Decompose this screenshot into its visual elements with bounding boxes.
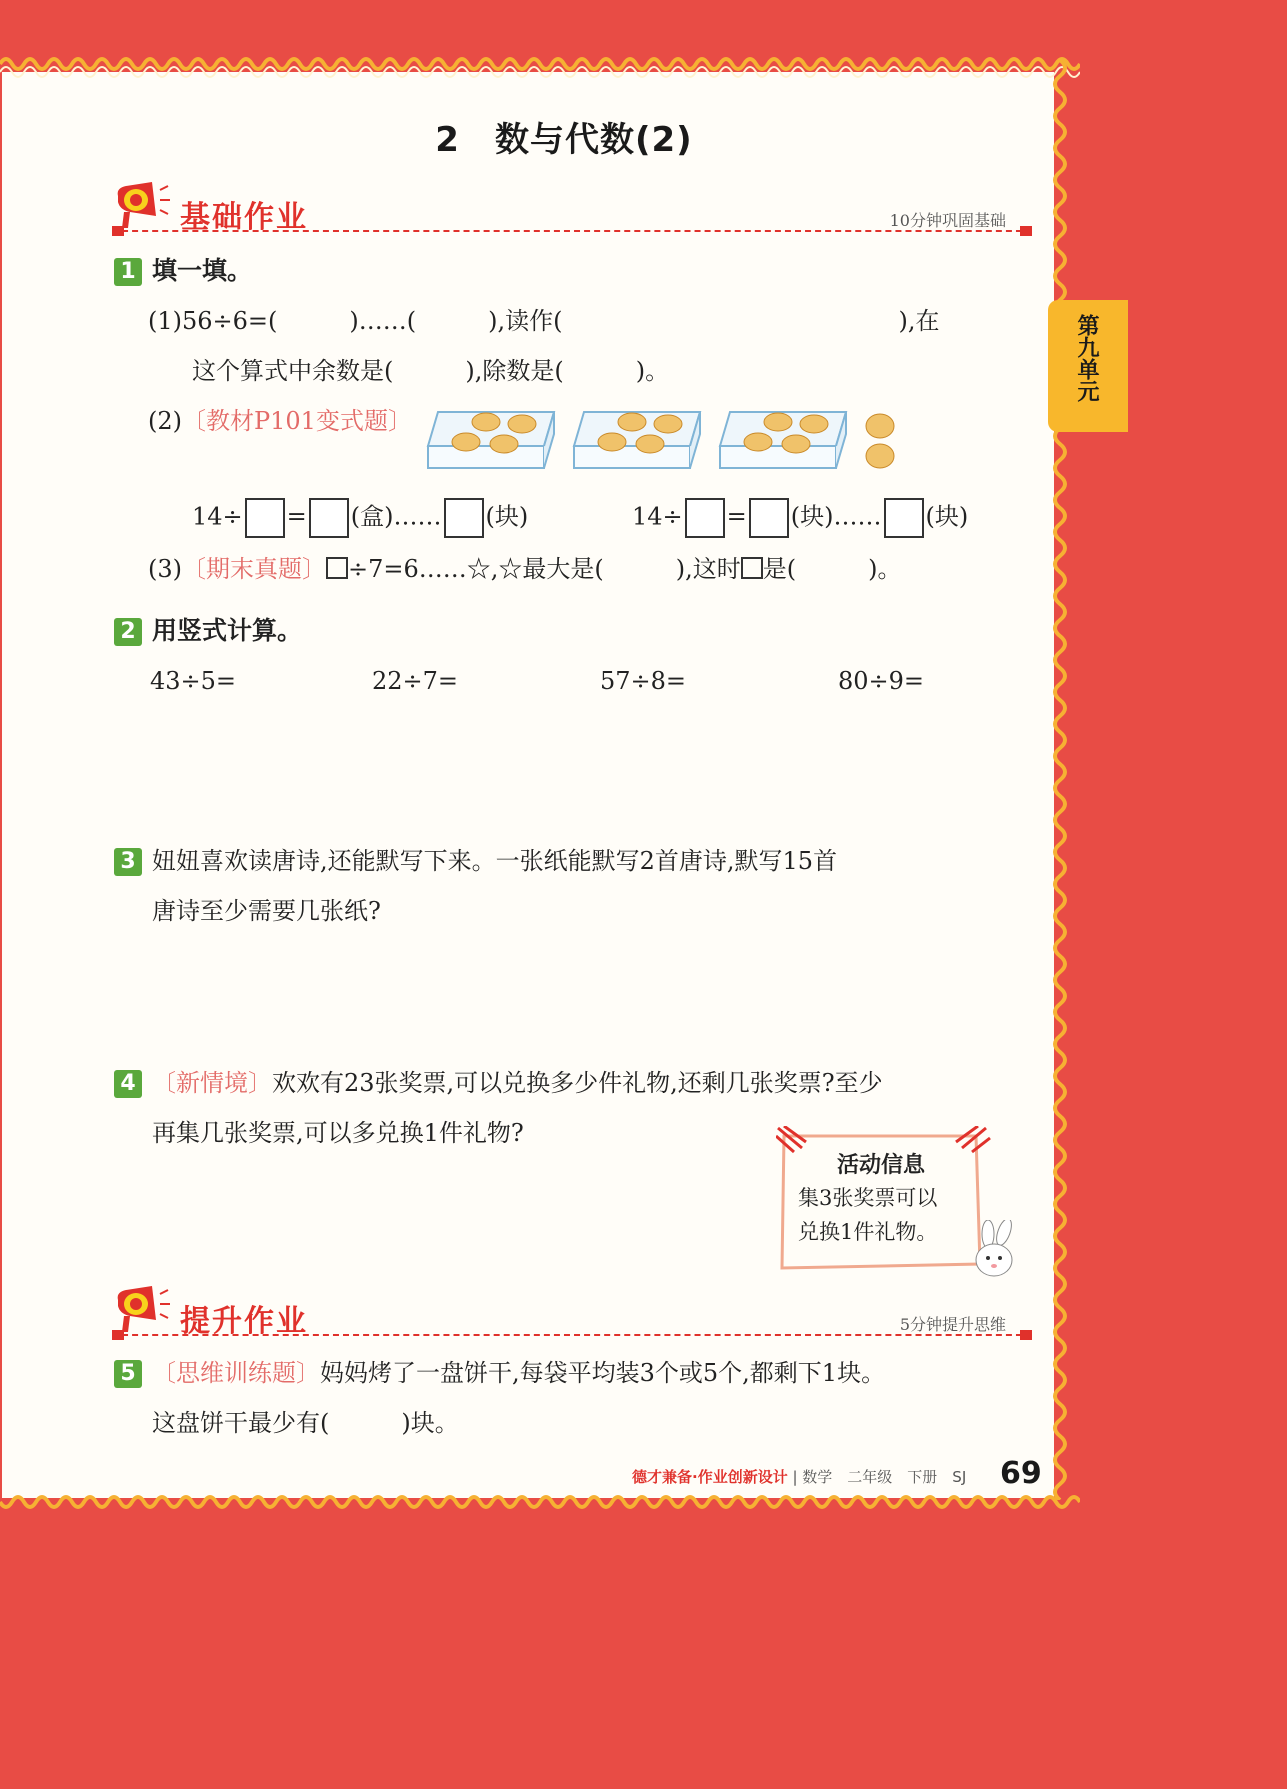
question-number-4: 4 [114,1070,142,1098]
mooncake-box-1 [426,406,556,474]
q4-line1-text: 欢欢有23张奖票,可以兑换多少件礼物,还剩几张奖票?至少 [272,1069,883,1097]
page-title: 2 数与代数(2) [435,120,693,160]
info-card-title: 活动信息 [836,1153,925,1178]
mooncake-box-3 [718,406,848,474]
section-note-advanced: 5分钟提升思维 [899,1315,1006,1334]
rabbit-icon [968,1220,1026,1280]
answer-box[interactable] [884,498,924,538]
q2-item-4: 80÷9= [838,667,925,695]
q1-part3 [148,554,901,584]
q1-part1-line1: (1)56÷6=( )……( ),读作( ),在 [148,307,940,335]
section-header-basic [112,186,1032,242]
bottom-wave-border [0,1488,1080,1528]
eq-a-unit1: (盒)…… [350,502,442,531]
question-number-5: 5 [114,1360,142,1388]
question-number-1: 1 [114,258,142,286]
q5-tag: 〔思维训练题〕 [152,1359,320,1387]
section-header-advanced [112,1290,1032,1346]
answer-box[interactable] [749,498,789,538]
q1-part3-tag: 〔期末真题〕 [182,555,326,583]
q4-line1 [152,1068,883,1098]
eq-b-lead: 14÷ [632,502,683,531]
q5-line2: 这盘饼干最少有( )块。 [152,1409,459,1437]
eq-a-equals: = [286,502,307,531]
top-wave-border [0,44,1080,84]
unit-side-tab-label: 第九单元 [1074,314,1099,402]
q3-line2: 唐诗至少需要几张纸? [152,897,381,925]
eq-b-unit1: (块)…… [790,502,882,531]
q3-line1: 妞妞喜欢读唐诗,还能默写下来。一张纸能默写2首唐诗,默写15首 [152,847,838,875]
q1-part2-equation-b [632,498,968,538]
section-divider [112,230,1032,234]
q1-part3-prefix: (3) [148,555,182,583]
mooncake-box-2 [572,406,702,474]
page-number: 69 [1000,1456,1042,1491]
section-label-basic: 基础作业 [180,200,308,235]
eq-b-equals: = [726,502,747,531]
q1-part1-line2: 这个算式中余数是( ),除数是( )。 [192,357,670,385]
eq-a-unit2: (块) [485,502,529,531]
q2-item-3: 57÷8= [600,667,687,695]
q1-part3-text: ÷7=6……☆,☆最大是( ),这时 [348,555,741,583]
eq-b-unit2: (块) [925,502,969,531]
square-symbol [326,557,348,579]
q1-part2-label [148,406,412,436]
answer-box[interactable] [685,498,725,538]
q5-line1 [152,1358,885,1388]
footer-info: 数学 二年级 下册 SJ [802,1468,967,1486]
unit-side-tab[interactable] [1048,300,1128,432]
q2-item-2: 22÷7= [372,667,459,695]
question-number-2: 2 [114,618,142,646]
section-divider [112,1334,1032,1338]
q2-item-1: 43÷5= [150,667,237,695]
q5-line1-text: 妈妈烤了一盘饼干,每袋平均装3个或5个,都剩下1块。 [320,1359,886,1387]
section-note-basic: 10分钟巩固基础 [889,211,1006,230]
square-symbol [741,557,763,579]
q2-heading: 用竖式计算。 [152,616,303,645]
footer-brand: 德才兼备·作业创新设计 [632,1468,788,1486]
q1-part2-equation-a [192,498,528,538]
q4-line2: 再集几张奖票,可以多兑换1件礼物? [152,1119,524,1147]
q1-part2-prefix: (2) [148,407,182,435]
footer-divider: | [787,1468,803,1486]
answer-box[interactable] [444,498,484,538]
loose-mooncakes [862,408,898,474]
question-number-3: 3 [114,848,142,876]
info-card-line1: 集3张奖票可以 [798,1186,938,1210]
answer-box[interactable] [309,498,349,538]
right-wave-border [1048,60,1078,1500]
page-footer [632,1466,966,1487]
answer-box[interactable] [245,498,285,538]
activity-info-card [776,1126,986,1270]
eq-a-lead: 14÷ [192,502,243,531]
q1-part3-end: 是( )。 [762,555,902,583]
q1-heading: 填一填。 [152,256,253,285]
section-label-advanced: 提升作业 [180,1304,308,1339]
info-card-line2: 兑换1件礼物。 [798,1220,938,1244]
q4-tag: 〔新情境〕 [152,1069,272,1097]
q1-part2-tag: 〔教材P101变式题〕 [182,407,412,435]
